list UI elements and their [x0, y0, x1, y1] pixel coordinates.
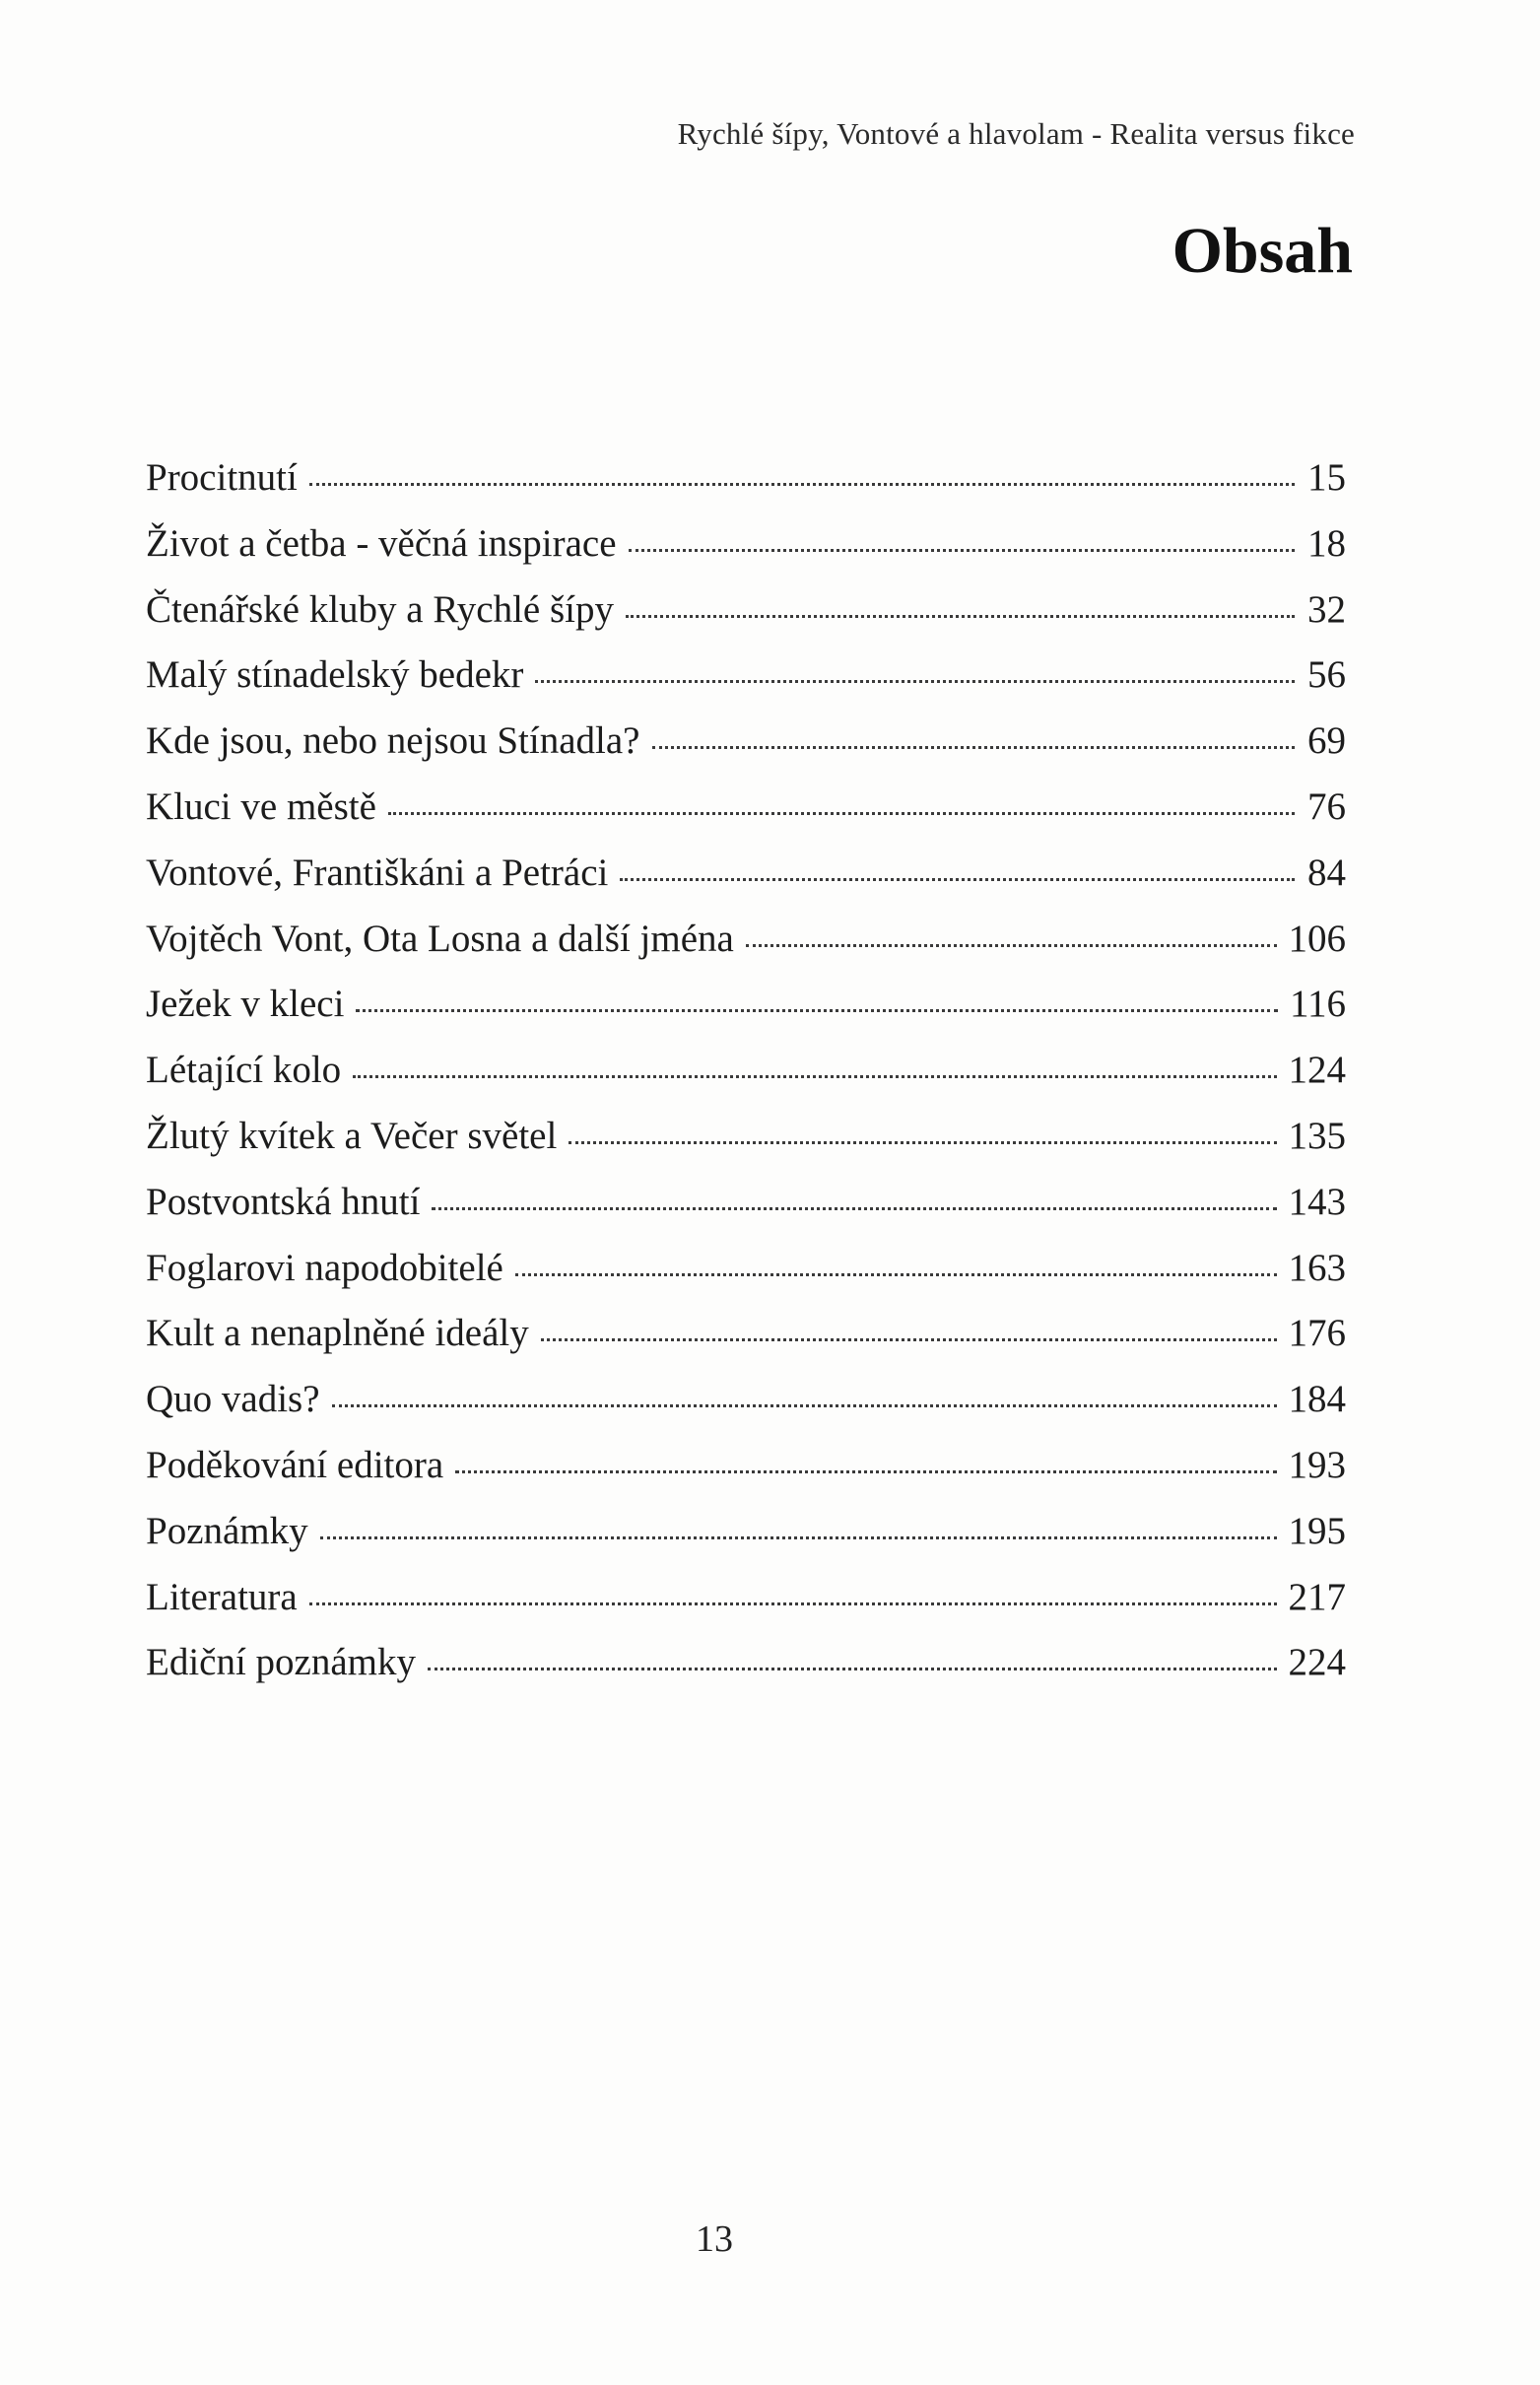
toc-leader-dots — [332, 1404, 1277, 1407]
toc-entry-label: Poděkování editora — [146, 1443, 444, 1486]
toc-entry-label: Kult a nenaplněné ideály — [146, 1312, 529, 1355]
toc-entry-label: Malý stínadelský bedekr — [146, 653, 524, 697]
toc-leader-dots — [428, 1668, 1276, 1670]
toc-entry-label: Kluci ve městě — [146, 784, 376, 828]
toc-entry-page: 15 — [1307, 456, 1346, 499]
toc-entry-page: 184 — [1288, 1378, 1346, 1421]
toc-entry — [146, 1509, 1346, 1575]
toc-entry-label: Ediční poznámky — [146, 1641, 417, 1684]
toc-leader-dots — [535, 680, 1295, 683]
toc-entry — [146, 652, 1346, 718]
toc-entry-label: Žlutý kvítek a Večer světel — [146, 1114, 558, 1157]
table-of-contents — [146, 455, 1346, 1706]
toc-entry-page: 116 — [1289, 983, 1346, 1026]
toc-leader-dots — [388, 812, 1295, 815]
toc-entry-page: 84 — [1307, 851, 1346, 894]
toc-entry-label: Život a četba - věčná inspirace — [146, 521, 617, 565]
toc-entry — [146, 1377, 1346, 1443]
toc-entry-label: Vojtěch Vont, Ota Losna a další jména — [146, 917, 734, 960]
toc-leader-dots — [309, 483, 1295, 486]
toc-entry-page: 176 — [1288, 1312, 1346, 1355]
toc-entry — [146, 982, 1346, 1048]
toc-leader-dots — [629, 549, 1295, 552]
toc-entry — [146, 1311, 1346, 1377]
toc-entry-label: Poznámky — [146, 1509, 308, 1552]
toc-leader-dots — [569, 1141, 1276, 1144]
toc-entry — [146, 1180, 1346, 1246]
toc-entry-label: Létající kolo — [146, 1049, 342, 1092]
toc-entry — [146, 784, 1346, 851]
toc-entry-page: 56 — [1307, 653, 1346, 697]
toc-leader-dots — [309, 1602, 1277, 1605]
toc-entry — [146, 455, 1346, 521]
running-header: Rychlé šípy, Vontové a hlavolam - Realita versus fikce — [677, 116, 1355, 151]
toc-leader-dots — [652, 746, 1296, 749]
toc-entry-page: 193 — [1288, 1443, 1346, 1486]
toc-entry — [146, 1443, 1346, 1509]
toc-entry-page: 124 — [1288, 1049, 1346, 1092]
toc-entry — [146, 1048, 1346, 1114]
toc-leader-dots — [432, 1207, 1276, 1210]
toc-entry — [146, 1575, 1346, 1641]
toc-leader-dots — [320, 1536, 1277, 1539]
toc-leader-dots — [356, 1009, 1278, 1012]
toc-entry — [146, 1114, 1346, 1180]
toc-entry-page: 195 — [1288, 1509, 1346, 1552]
toc-entry — [146, 587, 1346, 653]
toc-entry-label: Procitnutí — [146, 456, 298, 499]
toc-entry — [146, 718, 1346, 784]
toc-entry-page: 32 — [1307, 587, 1346, 631]
toc-entry-page: 135 — [1288, 1114, 1346, 1157]
toc-entry-page: 18 — [1307, 521, 1346, 565]
toc-leader-dots — [541, 1338, 1277, 1341]
toc-entry-page: 224 — [1288, 1641, 1346, 1684]
toc-entry-label: Vontové, Františkáni a Petráci — [146, 851, 609, 894]
toc-leader-dots — [455, 1470, 1276, 1473]
toc-entry-page: 69 — [1307, 719, 1346, 763]
toc-entry — [146, 1246, 1346, 1312]
toc-entry-page: 163 — [1288, 1246, 1346, 1289]
toc-entry-label: Kde jsou, nebo nejsou Stínadla? — [146, 719, 640, 763]
toc-entry-label: Čtenářské kluby a Rychlé šípy — [146, 587, 615, 631]
toc-leader-dots — [515, 1273, 1277, 1276]
toc-entry — [146, 917, 1346, 983]
toc-leader-dots — [353, 1075, 1276, 1078]
toc-leader-dots — [746, 944, 1277, 947]
toc-entry-page: 143 — [1288, 1180, 1346, 1223]
toc-entry-page: 217 — [1288, 1575, 1346, 1618]
toc-entry-label: Ježek v kleci — [146, 983, 345, 1026]
page-number: 13 — [696, 2218, 733, 2260]
toc-leader-dots — [620, 878, 1295, 881]
toc-entry-label: Literatura — [146, 1575, 298, 1618]
toc-entry-page: 106 — [1288, 917, 1346, 960]
toc-title: Obsah — [1172, 215, 1353, 287]
toc-entry — [146, 851, 1346, 917]
toc-entry-label: Foglarovi napodobitelé — [146, 1246, 503, 1289]
toc-entry-label: Quo vadis? — [146, 1378, 320, 1421]
toc-entry-label: Postvontská hnutí — [146, 1180, 421, 1223]
toc-entry-page: 76 — [1307, 784, 1346, 828]
toc-leader-dots — [626, 615, 1295, 618]
toc-entry — [146, 1640, 1346, 1706]
toc-entry — [146, 521, 1346, 587]
